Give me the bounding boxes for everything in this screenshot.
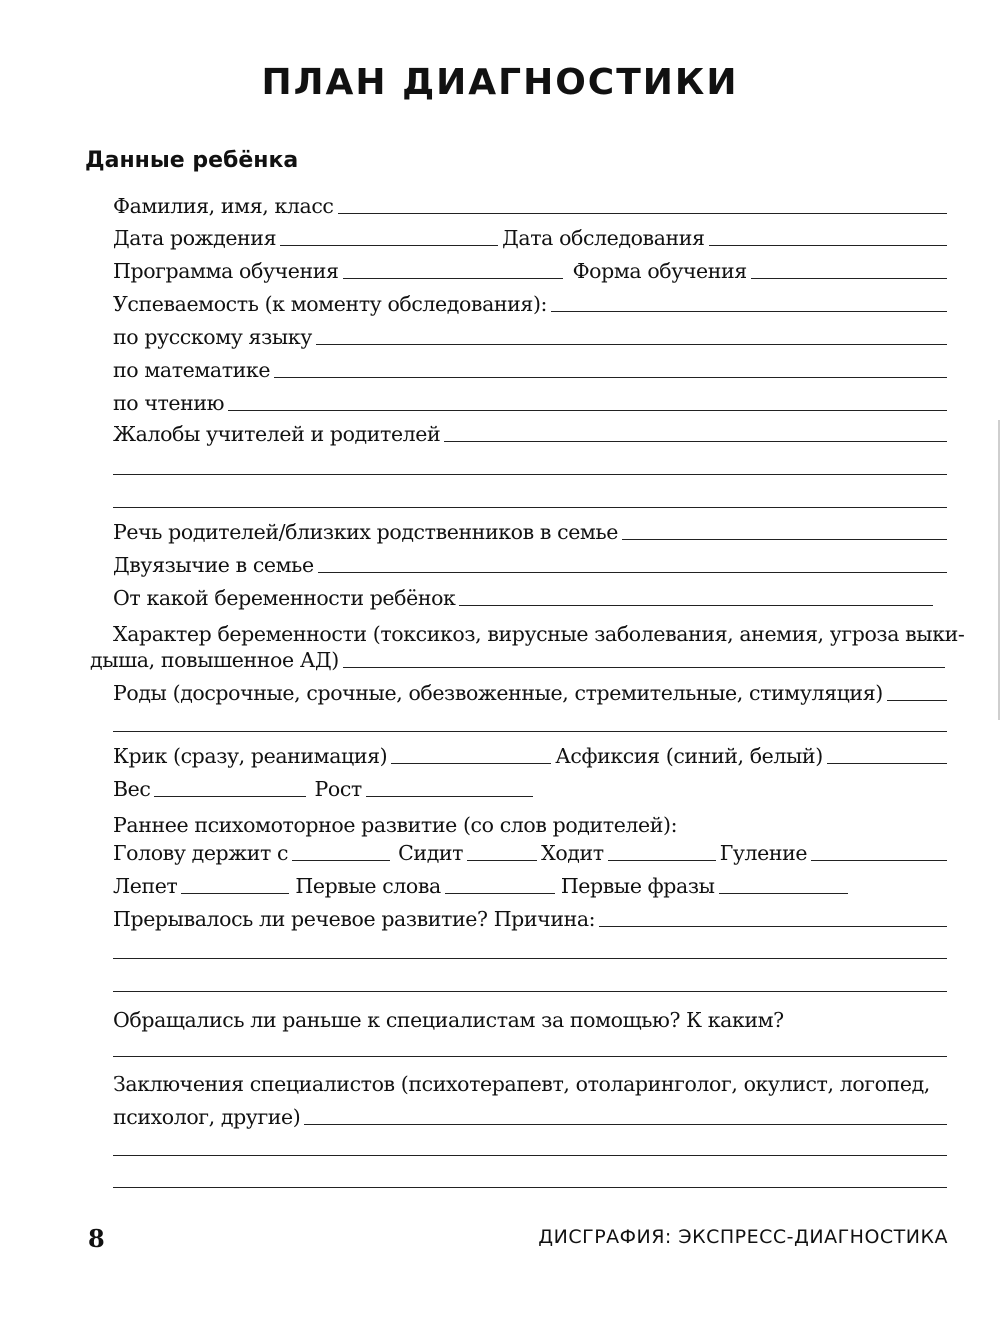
specialists-before-label: Обращались ли раньше к специалистам за помощью? К каким? xyxy=(113,1008,784,1032)
pregnancy-number-row xyxy=(113,582,933,612)
cry-row xyxy=(113,740,947,770)
asphyxia-field[interactable] xyxy=(827,743,947,764)
reading-field[interactable] xyxy=(228,390,947,411)
section-title: Данные ребёнка xyxy=(85,148,299,173)
fio-row xyxy=(113,190,947,220)
early-development-label: Раннее психомоторное развитие (со слов родителей): xyxy=(113,813,678,837)
page-title: ПЛАН ДИАГНОСТИКИ xyxy=(261,62,739,103)
birth-label: Роды (досрочные, срочные, обезвоженные, стремительные, стимуляция) xyxy=(113,680,883,705)
program-label: Программа обучения xyxy=(113,258,339,283)
birth-row xyxy=(113,677,947,707)
speech-interrupted-label: Прерывалось ли речевое развитие? Причина: xyxy=(113,906,596,931)
pregnancy-number-label: От какой беременности ребёнок xyxy=(113,585,456,610)
pregnancy-character-label-cont: дыша, повышенное АД) xyxy=(90,647,339,672)
pregnancy-character-field[interactable] xyxy=(343,647,945,668)
cooing-field[interactable] xyxy=(811,840,947,861)
birth-date-label: Дата рождения xyxy=(113,225,277,250)
bilingual-label: Двуязычие в семье xyxy=(113,552,314,577)
conclusions-field[interactable] xyxy=(304,1104,947,1125)
reading-row xyxy=(113,387,947,417)
parents-speech-field[interactable] xyxy=(622,519,947,540)
speech-interrupted-row xyxy=(113,903,947,933)
weight-height-row xyxy=(113,773,533,803)
pregnancy-character-label: Характер беременности (токсикоз, вирусные заболевания, анемия, угроза выки- xyxy=(113,622,965,646)
russian-field[interactable] xyxy=(316,324,947,345)
complaints-field[interactable] xyxy=(444,421,947,442)
math-row xyxy=(113,354,947,384)
form-label: Форма обучения xyxy=(572,258,747,283)
first-phrases-label: Первые фразы xyxy=(560,873,715,898)
progress-label: Успеваемость (к моменту обследования): xyxy=(113,291,548,316)
program-field[interactable] xyxy=(343,258,563,279)
math-field[interactable] xyxy=(274,357,947,378)
complaints-row xyxy=(113,418,947,448)
running-footer-title: ДИСГРАФИЯ: ЭКСПРЕСС-ДИАГНОСТИКА xyxy=(538,1226,948,1248)
russian-label: по русскому языку xyxy=(113,324,312,349)
bilingual-field[interactable] xyxy=(318,552,947,573)
sits-label: Сидит xyxy=(398,840,464,865)
speech-interrupted-field[interactable] xyxy=(599,906,947,927)
sits-field[interactable] xyxy=(467,840,537,861)
birth-field[interactable] xyxy=(887,680,947,701)
first-phrases-field[interactable] xyxy=(719,873,848,894)
conclusions-blank-line[interactable] xyxy=(113,1187,947,1188)
progress-row xyxy=(113,288,947,318)
height-label: Рост xyxy=(314,776,362,801)
program-row xyxy=(113,255,947,285)
walks-label: Ходит xyxy=(541,840,604,865)
exam-date-label: Дата обследования xyxy=(502,225,705,250)
specialists-before-blank-line[interactable] xyxy=(113,1056,947,1057)
math-label: по математике xyxy=(113,357,271,382)
progress-field[interactable] xyxy=(551,291,947,312)
pregnancy-number-field[interactable] xyxy=(459,585,933,606)
russian-row xyxy=(113,321,947,351)
complaints-blank-line[interactable] xyxy=(113,507,947,508)
speech-milestones-row xyxy=(113,870,848,900)
form-field[interactable] xyxy=(751,258,947,279)
page-number: 8 xyxy=(88,1224,105,1253)
cry-field[interactable] xyxy=(391,743,551,764)
conclusions-row xyxy=(113,1101,947,1131)
conclusions-blank-line[interactable] xyxy=(113,1155,947,1156)
cry-label: Крик (сразу, реанимация) xyxy=(113,743,388,768)
parents-speech-row xyxy=(113,516,947,546)
weight-label: Вес xyxy=(113,776,151,801)
dates-row xyxy=(113,222,947,252)
asphyxia-label: Асфиксия (синий, белый) xyxy=(555,743,823,768)
complaints-label: Жалобы учителей и родителей xyxy=(113,421,441,446)
speech-interrupted-blank-line[interactable] xyxy=(113,958,947,959)
babbling-field[interactable] xyxy=(181,873,289,894)
first-words-label: Первые слова xyxy=(295,873,441,898)
weight-field[interactable] xyxy=(154,776,306,797)
first-words-field[interactable] xyxy=(445,873,555,894)
motor-milestones-row xyxy=(113,837,947,867)
conclusions-label: Заключения специалистов (психотерапевт, отоларинголог, окулист, логопед, xyxy=(113,1072,930,1096)
exam-date-field[interactable] xyxy=(709,225,947,246)
holds-head-field[interactable] xyxy=(292,840,390,861)
reading-label: по чтению xyxy=(113,390,225,415)
walks-field[interactable] xyxy=(608,840,716,861)
babbling-label: Лепет xyxy=(113,873,178,898)
height-field[interactable] xyxy=(366,776,533,797)
birth-date-field[interactable] xyxy=(280,225,498,246)
bilingual-row xyxy=(113,549,947,579)
conclusions-label-cont: психолог, другие) xyxy=(113,1104,301,1129)
cooing-label: Гуление xyxy=(719,840,808,865)
speech-interrupted-blank-line[interactable] xyxy=(113,991,947,992)
pregnancy-character-row xyxy=(90,644,945,674)
parents-speech-label: Речь родителей/близких родственников в семье xyxy=(113,519,618,544)
fio-label: Фамилия, имя, класс xyxy=(113,193,334,218)
birth-blank-line[interactable] xyxy=(113,731,947,732)
fio-field[interactable] xyxy=(338,193,948,214)
complaints-blank-line[interactable] xyxy=(113,474,947,475)
holds-head-label: Голову держит с xyxy=(113,840,289,865)
